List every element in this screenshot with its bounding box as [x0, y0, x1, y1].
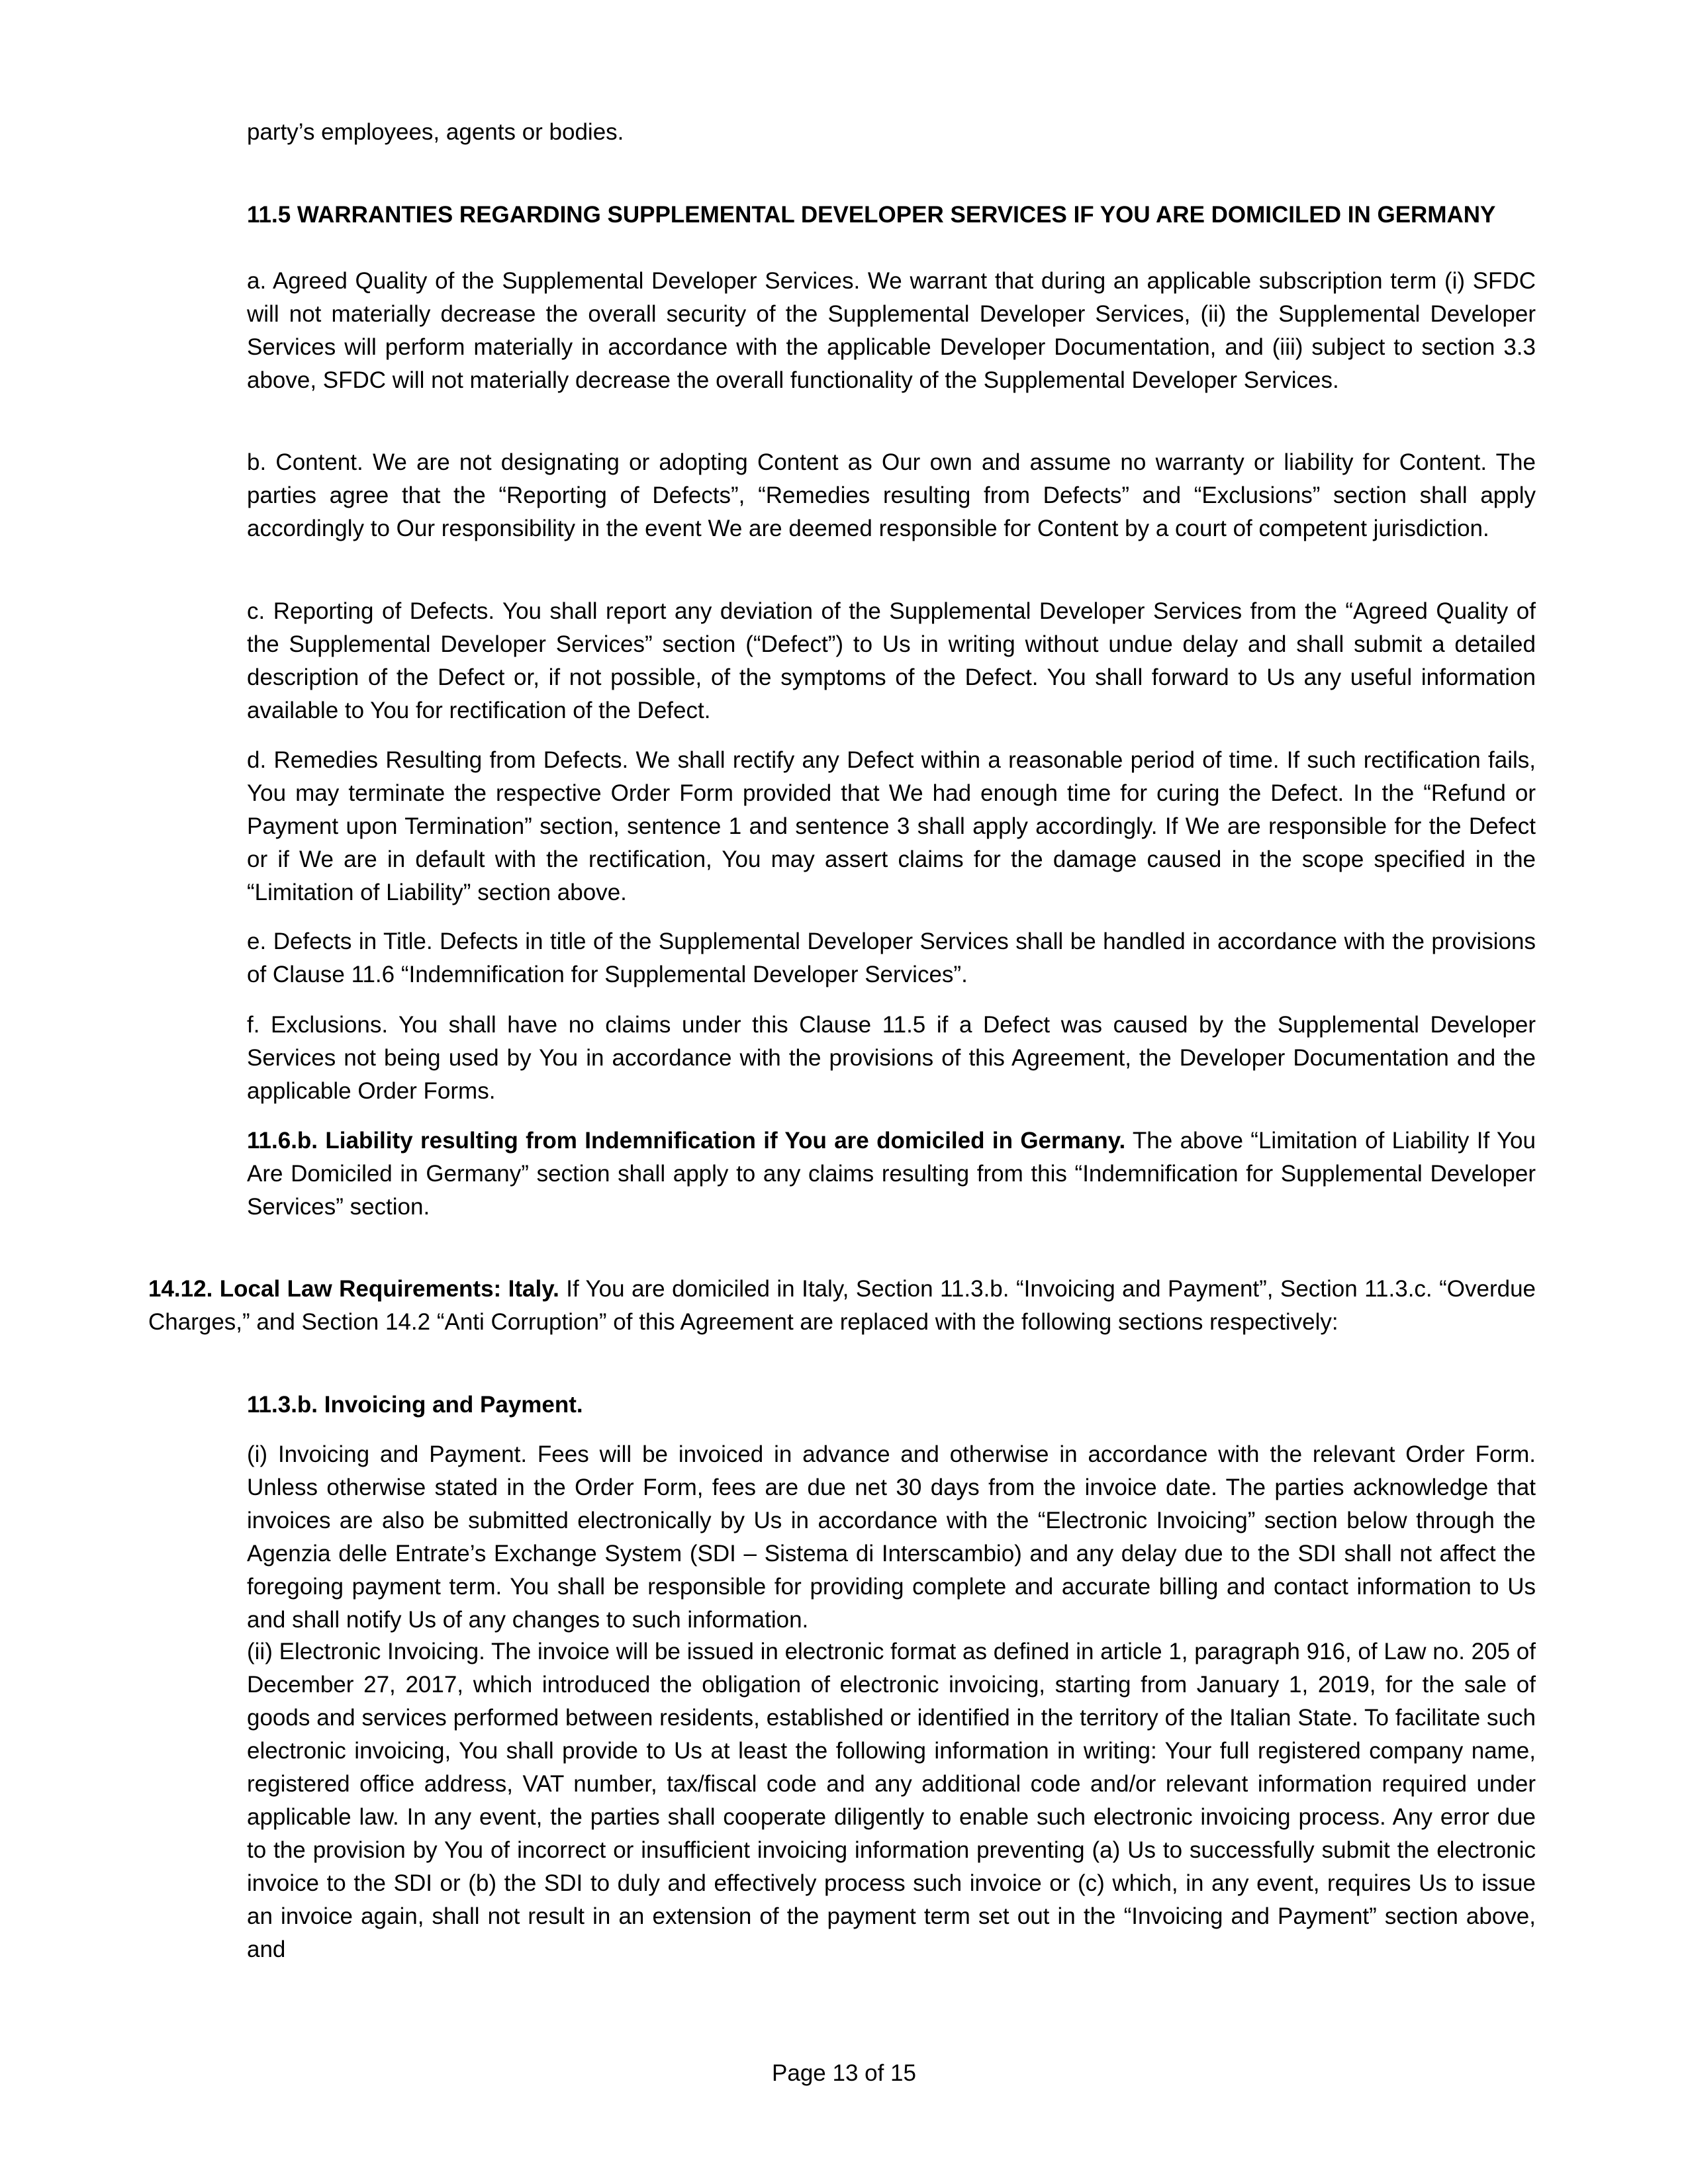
- paragraph-14-12-text: If You are domiciled in Italy, Section 11.3.b. “Invoicing and Payment”, Section 11.3.c. “Overdue Charges,” and Section 14.2 “Anti Corruption” of this Agreement are replaced with the following sections respectively:: [148, 1276, 1536, 1335]
- paragraph-11-5-b: b. Content. We are not designating or adopting Content as Our own and assume no warranty or liability for Content. The parties agree that the “Reporting of Defects”, “Remedies resulting from Defects” and “Exclusions” section shall apply accordingly to Our responsibility in the event We are deemed responsible for Content by a court of competent jurisdiction.: [247, 449, 1536, 541]
- section-11-5-heading: 11.5 WARRANTIES REGARDING SUPPLEMENTAL DEVELOPER SERVICES IF YOU ARE DOMICILED IN GERMANY: [247, 202, 1496, 228]
- paragraph-11-6-b-text: The above “Limitation of Liability If You Are Domiciled in Germany” section shall apply to any claims resulting from this “Indemnification for Supplemental Developer Services” section.: [247, 1128, 1536, 1220]
- paragraph-11-3-b-i: (i) Invoicing and Payment. Fees will be invoiced in advance and otherwise in accordance with the relevant Order Form. Unless otherwise stated in the Order Form, fees are due net 30 days from the invoice date. The parties acknowledge that invoices are also be submitted electronically by Us in accordance with the “Electronic Invoicing” section below through the Agenzia delle Entrate’s Exchange System (SDI – Sistema di Interscambio) and any delay due to the SDI shall not affect the foregoing payment term. You shall be responsible for providing complete and accurate billing and contact information to Us and shall notify Us of any changes to such information.: [247, 1441, 1536, 1633]
- paragraph-11-6-b-title: 11.6.b. Liability resulting from Indemnification if You are domiciled in Germany.: [247, 1128, 1126, 1154]
- section-11-3-b-heading: 11.3.b. Invoicing and Payment.: [247, 1392, 583, 1418]
- page-number: Page 13 of 15: [772, 2060, 916, 2086]
- paragraph-11-5-d: d. Remedies Resulting from Defects. We shall rectify any Defect within a reasonable period of time. If such rectification fails, You may terminate the respective Order Form provided that We had enough time for curing the Defect. In the “Refund or Payment upon Termination” section, sentence 1 and sentence 3 shall apply accordingly. If We are responsible for the Defect or if We are in default with the rectification, You may assert claims for the damage caused in the scope specified in the “Limitation of Liability” section above.: [247, 747, 1536, 905]
- paragraph-11-5-e: e. Defects in Title. Defects in title of the Supplemental Developer Services shall be handled in accordance with the provisions of Clause 11.6 “Indemnification for Supplemental Developer Services”.: [247, 929, 1536, 987]
- paragraph-14-12-title: 14.12. Local Law Requirements: Italy.: [148, 1276, 559, 1302]
- paragraph-11-3-b-ii: (ii) Electronic Invoicing. The invoice will be issued in electronic format as defined in article 1, paragraph 916, of Law no. 205 of December 27, 2017, which introduced the obligation of electronic invoicing, starting from January 1, 2019, for the sale of goods and services performed between residents, established or identified in the territory of the Italian State. To facilitate such electronic invoicing, You shall provide to Us at least the following information in writing: Your full registered company name, registered office address, VAT number, tax/fiscal code and any additional code and/or relevant information required under applicable law. In any event, the parties shall cooperate diligently to enable such electronic invoicing process. Any error due to the provision by You of incorrect or insufficient invoicing information preventing (a) Us to successfully submit the electronic invoice to the SDI or (b) the SDI to duly and effectively process such invoice or (c) which, in any event, requires Us to issue an invoice again, shall not result in an extension of the payment term set out in the “Invoicing and Payment” section above, and: [247, 1639, 1536, 1962]
- paragraph-11-5-c: c. Reporting of Defects. You shall report any deviation of the Supplemental Developer Services from the “Agreed Quality of the Supplemental Developer Services” section (“Defect”) to Us in writing without undue delay and shall submit a detailed description of the Defect or, if not possible, of the symptoms of the Defect. You shall forward to Us any useful information available to You for rectification of the Defect.: [247, 598, 1536, 723]
- paragraph-14-12: [148, 1273, 1536, 1339]
- paragraph-11-6-b: [247, 1124, 1536, 1224]
- paragraph-11-5-f: f. Exclusions. You shall have no claims under this Clause 11.5 if a Defect was caused by the Supplemental Developer Services not being used by You in accordance with the provisions of this Agreement, the Developer Documentation and the applicable Order Forms.: [247, 1012, 1536, 1104]
- intro-line: party’s employees, agents or bodies.: [247, 119, 624, 145]
- paragraph-11-5-a: a. Agreed Quality of the Supplemental Developer Services. We warrant that during an applicable subscription term (i) SFDC will not materially decrease the overall security of the Supplemental Developer Services, (ii) the Supplemental Developer Services will perform materially in accordance with the applicable Developer Documentation, and (iii) subject to section 3.3 above, SFDC will not materially decrease the overall functionality of the Supplemental Developer Services.: [247, 268, 1536, 393]
